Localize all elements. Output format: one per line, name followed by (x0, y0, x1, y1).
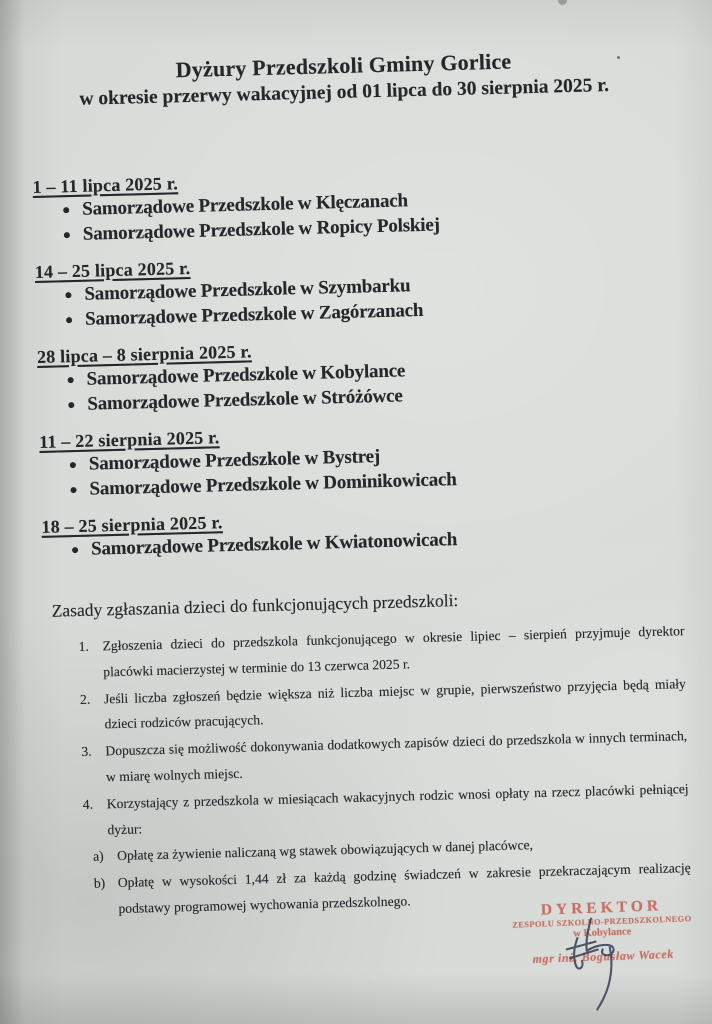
schedule-section (32, 159, 654, 248)
bullet-icon (65, 292, 71, 298)
kindergarten-name: Samorządowe Przedszkole w Kobylance (86, 360, 406, 390)
stamp-director-name: mgr inż. Bogusław Wacek (532, 946, 675, 966)
bullet-icon (66, 317, 72, 323)
rule-number: 2. (79, 691, 91, 707)
paper-speck (617, 56, 620, 59)
title-line-1: Dyżury Przedszkoli Gminy Gorlice (175, 48, 512, 83)
schedule-section (35, 244, 657, 333)
rule-number: 3. (81, 743, 92, 760)
schedule-section (39, 414, 661, 503)
bullet-icon (64, 232, 70, 238)
rule-text: Zgłoszenia dzieci do przedszkola funkcjonującego w okresie lipiec – sierpień przyjmuje dyrektor placówki macierzystej w terminie do 13 czerwca 2025 r. (102, 623, 685, 680)
schedule-period: 14 – 25 lipca 2025 r. (34, 257, 191, 283)
enrollment-rules (51, 581, 691, 924)
kindergarten-name: Samorządowe Przedszkole w Dominikowicach (89, 468, 457, 500)
schedule-period: 18 – 25 sierpnia 2025 r. (41, 512, 223, 537)
bullet-icon (68, 377, 74, 383)
title-line-2: w okresie przerwy wakacyjnej od 01 lipca do 30 sierpnia 2025 r. (79, 74, 610, 110)
schedule-period: 11 – 22 sierpnia 2025 r. (39, 427, 220, 452)
schedule-period: 28 lipca – 8 sierpnia 2025 r. (36, 341, 252, 367)
stamp-title: DYREKTOR (540, 897, 663, 919)
kindergarten-name: Samorządowe Przedszkole w Szymbarku (84, 275, 411, 305)
subitem-marker: b) (93, 875, 106, 891)
schedule-section (41, 499, 662, 564)
handwritten-signature (548, 914, 640, 1012)
rule-text: Korzystający z przedszkola w miesiącach wakacyjnych rodzic wnosi opłaty na rzecz placówki pełniącej dyżur: (106, 780, 689, 837)
bullet-icon (72, 547, 78, 553)
kindergarten-name: Samorządowe Przedszkole w Zagórzanach (84, 299, 424, 330)
kindergarten-name: Samorządowe Przedszkole w Kwiatonowicach (90, 529, 458, 560)
kindergarten-name: Samorządowe Przedszkole w Stróżówce (87, 384, 403, 415)
bullet-icon (68, 402, 74, 408)
rule-number: 4. (82, 796, 94, 812)
schedule-period: 1 – 11 lipca 2025 r. (32, 173, 179, 198)
stamp-institution: ZESPOŁU SZKOLNO-PRZEDSZKOLNEGO (512, 914, 692, 930)
rule-number: 1. (78, 638, 90, 655)
duty-schedule (32, 159, 662, 576)
subitem-text: Opłatę w wysokości 1,44 zł za każdą godzinę świadczeń w zakresie przekraczającym realizację podstawy programowej wychowania przedszkolnego. (117, 860, 691, 917)
stamp-location: w Kobylance (573, 926, 632, 940)
bullet-icon (70, 487, 76, 493)
bullet-icon (63, 207, 69, 213)
rule-text: Jeśli liczba zgłoszeń będzie większa niż liczba miejsc w grupie, pierwszeństwo przyjęcia będą miały dzieci rodziców pracujących. (103, 675, 687, 732)
rules-heading: Zasady zgłaszania dzieci do funkcjonujących przedszkoli: (51, 590, 459, 621)
schedule-section (37, 329, 659, 418)
kindergarten-name: Samorządowe Przedszkole w Ropicy Polskiej (82, 213, 440, 245)
document-title (0, 43, 690, 115)
subitem-text: Opłatę za żywienie naliczaną wg stawek obowiązujących w danej placówce, (116, 837, 534, 864)
kindergarten-name: Samorządowe Przedszkole w Bystrej (88, 446, 381, 475)
bullet-icon (70, 462, 76, 468)
rule-text: Dopuszcza się możliwość dokonywania dodatkowych zapisów dzieci do przedszkola w innych terminach, w miarę wolnych miejsc. (105, 728, 688, 785)
kindergarten-name: Samorządowe Przedszkole w Klęczanach (81, 190, 409, 220)
subitem-marker: a) (92, 848, 104, 865)
